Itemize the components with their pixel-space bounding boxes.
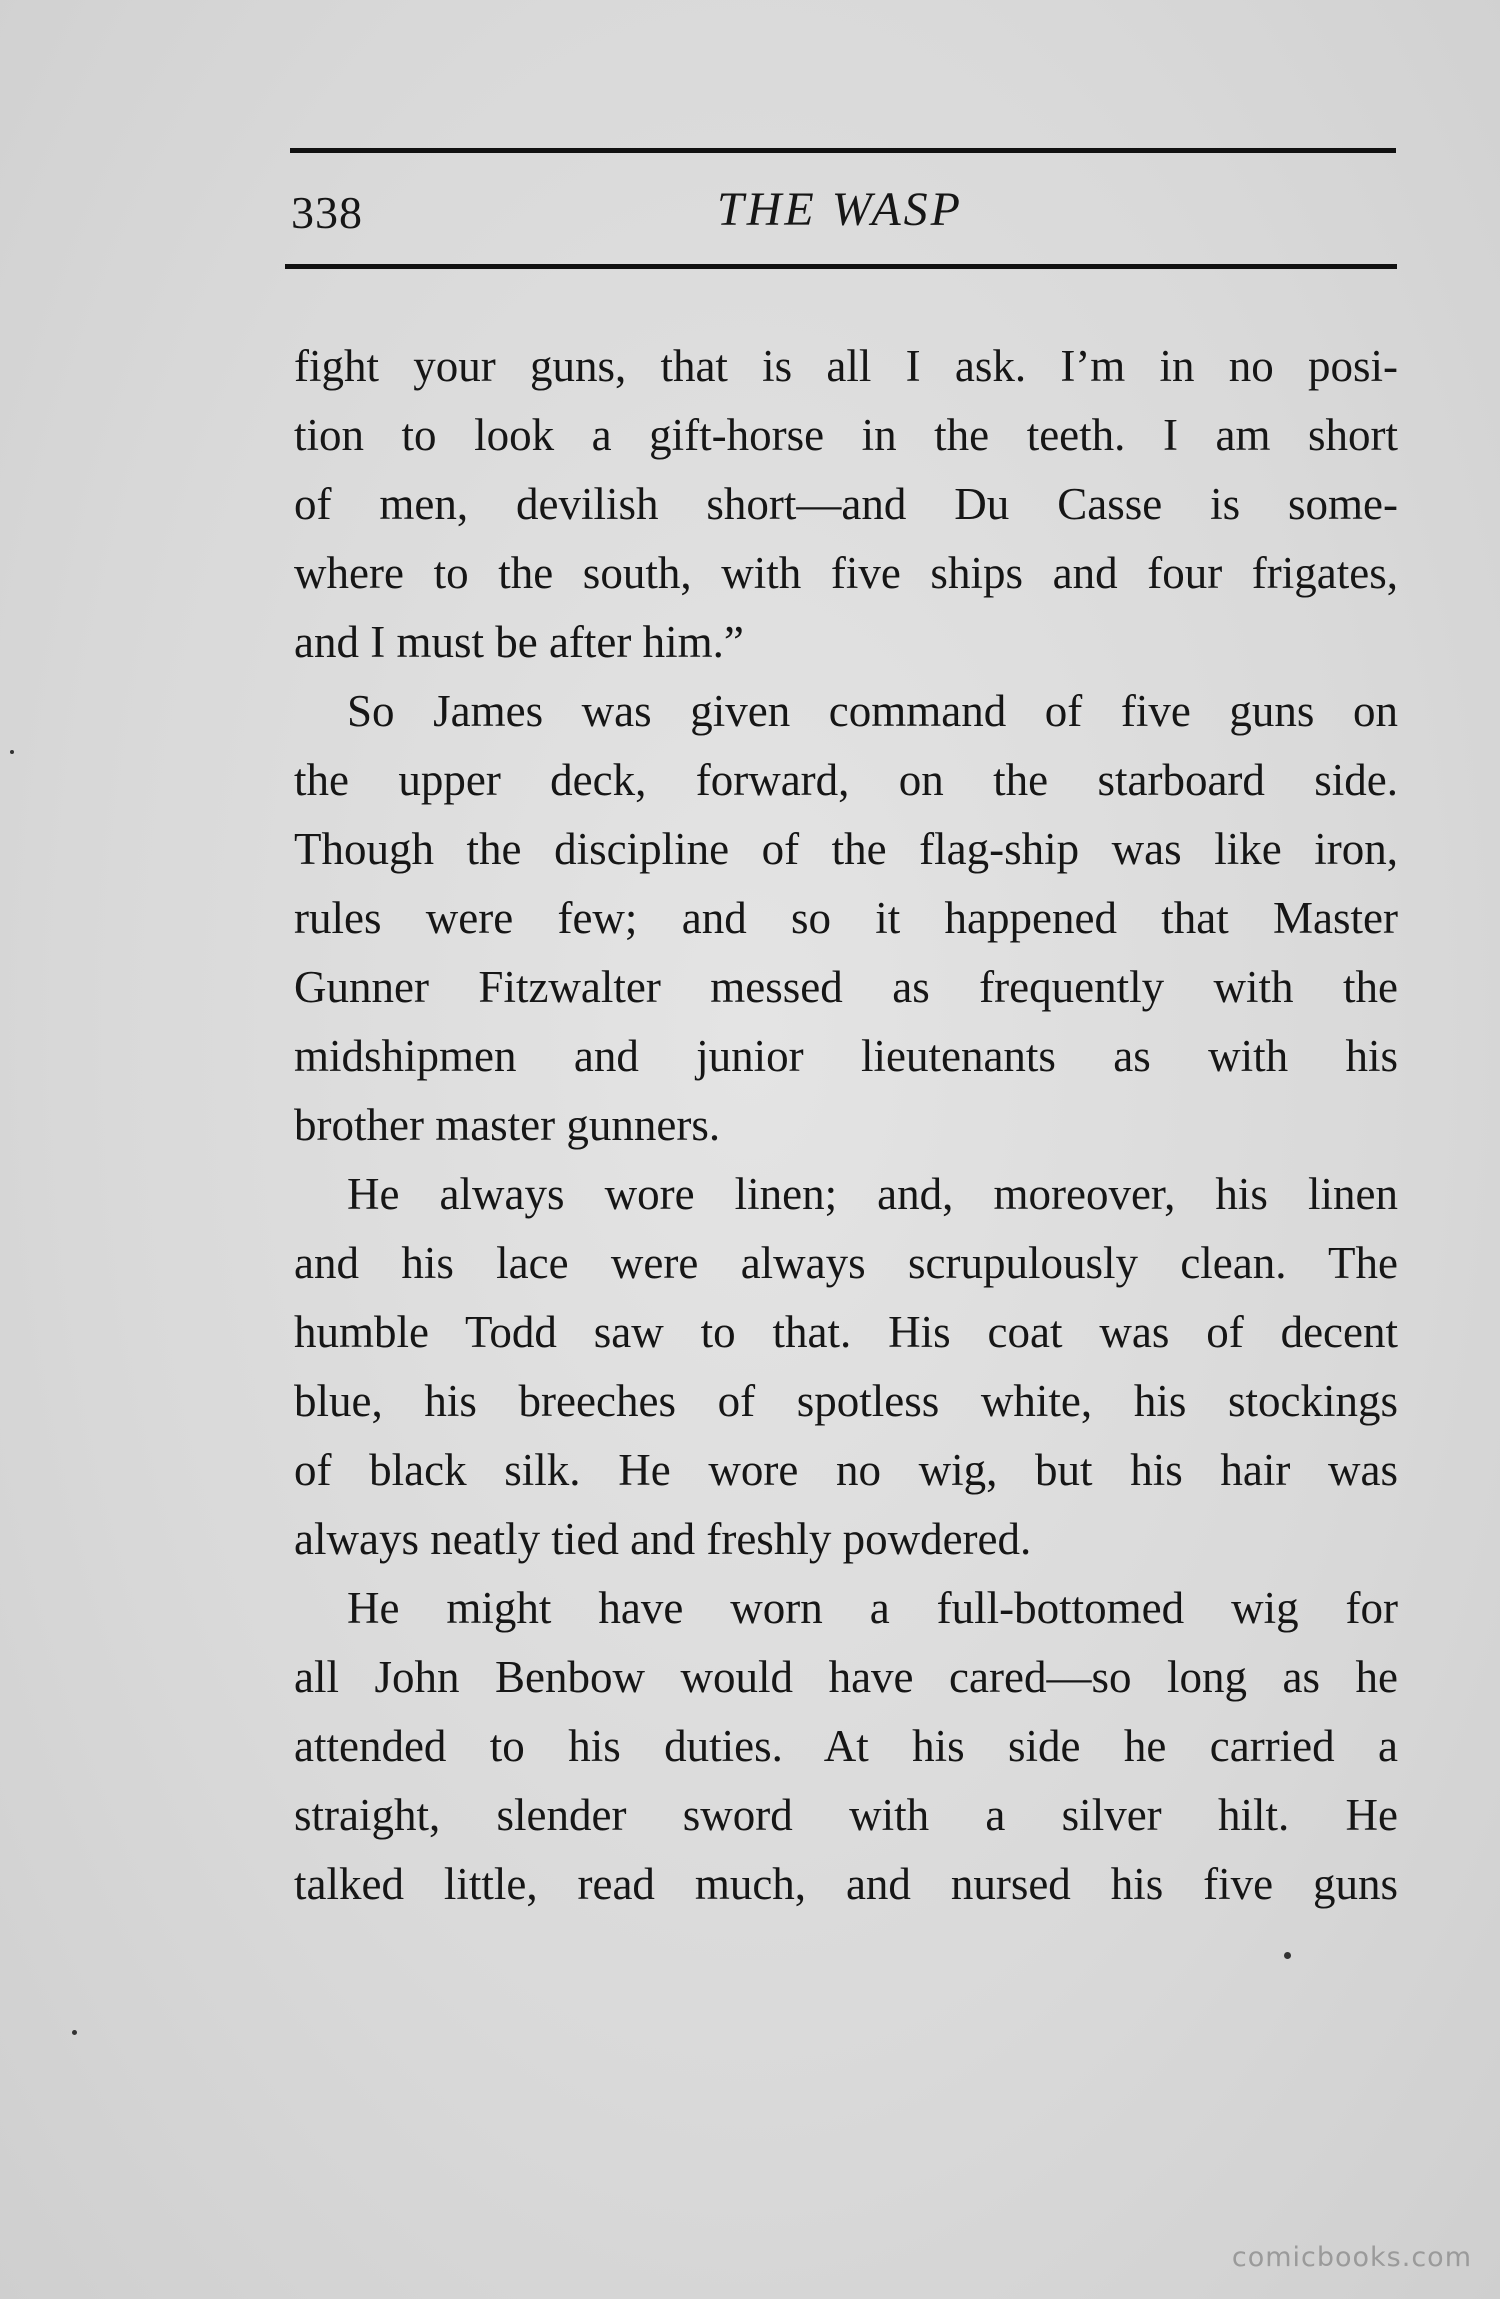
paragraph: [294, 332, 1398, 677]
paper-speck: [1284, 1952, 1291, 1959]
text-line: and his lace were always scrupulously clean. The: [294, 1238, 1398, 1288]
text-line: blue, his breeches of spotless white, his stockings: [294, 1376, 1398, 1426]
text-line: midshipmen and junior lieutenants as with his: [294, 1031, 1398, 1081]
text-line: Gunner Fitzwalter messed as frequently with the: [294, 962, 1398, 1012]
text-line: Though the discipline of the flag-ship was like iron,: [294, 824, 1398, 874]
paragraph: [294, 1160, 1398, 1574]
paper-speck: [72, 2030, 77, 2035]
text-line: fight your guns, that is all I ask. I’m in no posi-: [294, 341, 1398, 391]
paragraph: [294, 677, 1398, 1160]
text-line: always neatly tied and freshly powdered.: [294, 1514, 1032, 1564]
text-line: all John Benbow would have cared—so long as he: [294, 1652, 1398, 1702]
text-line: attended to his duties. At his side he carried a: [294, 1721, 1398, 1771]
text-line: So James was given command of five guns on: [347, 686, 1398, 736]
text-line: humble Todd saw to that. His coat was of decent: [294, 1307, 1398, 1357]
text-line: straight, slender sword with a silver hilt. He: [294, 1790, 1398, 1840]
paragraph: [294, 1574, 1398, 1919]
text-line: He might have worn a full-bottomed wig for: [347, 1583, 1398, 1633]
text-line: and I must be after him.”: [294, 617, 744, 667]
body-text: [294, 332, 1398, 1919]
paper-speck: [10, 750, 14, 754]
text-line: tion to look a gift-horse in the teeth. I am short: [294, 410, 1398, 460]
text-line: brother master gunners.: [294, 1100, 721, 1150]
text-line: the upper deck, forward, on the starboard side.: [294, 755, 1398, 805]
text-line: talked little, read much, and nursed his five guns: [294, 1859, 1398, 1909]
header-rule-top: [290, 148, 1396, 153]
header-rule-bottom: [285, 264, 1397, 269]
text-line: where to the south, with five ships and four frigates,: [294, 548, 1398, 598]
page-number: 338: [291, 187, 363, 238]
text-line: of men, devilish short—and Du Casse is some-: [294, 479, 1398, 529]
running-title: THE WASP: [717, 183, 963, 236]
text-line: of black silk. He wore no wig, but his hair was: [294, 1445, 1398, 1495]
text-line: He always wore linen; and, moreover, his linen: [347, 1169, 1398, 1219]
text-line: rules were few; and so it happened that Master: [294, 893, 1398, 943]
watermark: comicbooks.com: [1231, 2242, 1472, 2273]
